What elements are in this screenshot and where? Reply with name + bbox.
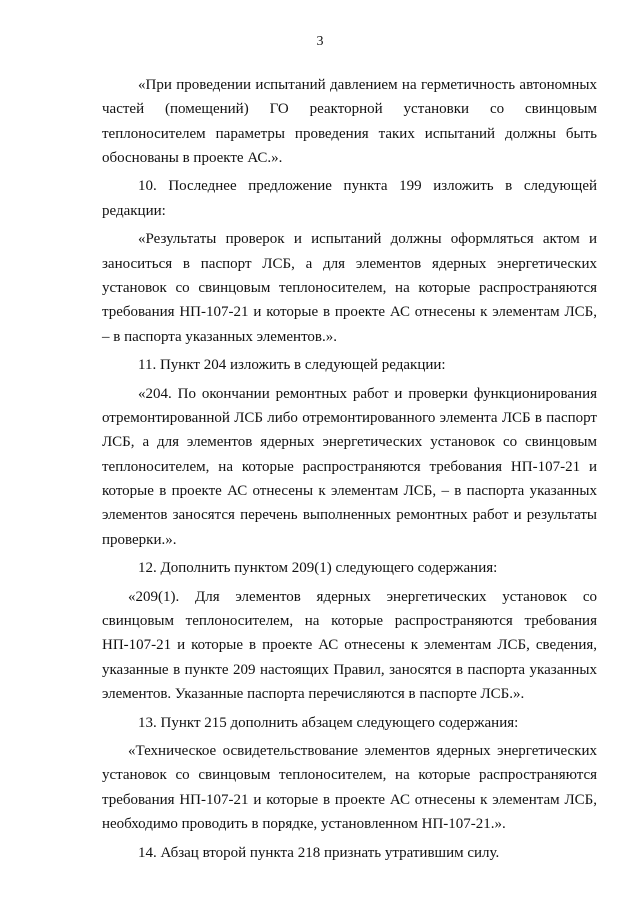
paragraph-item-11: 11. Пункт 204 изложить в следующей редакции:	[138, 357, 446, 374]
paragraph-item-10: 10. Последнее предложение пункта 199 изложить в следующей редакции:	[102, 178, 597, 219]
paragraph-quote-inspection: «Техническое освидетельствование элементов ядерных энергетических установок со свинцовым теплоносителем, на которые распространяются требования НП-107-21 и которые в проекте АС отнесены к элементам ЛСБ, необходимо проводить в порядке, установленном НП-107-21.».	[102, 743, 597, 832]
paragraph-item-12: 12. Дополнить пунктом 209(1) следующего содержания:	[138, 560, 498, 577]
page-number: 3	[316, 34, 324, 49]
paragraph-quote-209-1: «209(1). Для элементов ядерных энергетических установок со свинцовым теплоносителем, на которые распространяются требования НП-107-21 и которые в проекте АС отнесены к элементам ЛСБ, сведения, указанные в пункте 209 настоящих Правил, заносятся в паспорта указанных элементов. Указанные паспорта перечисляются в паспорте ЛСБ.».	[102, 588, 597, 702]
paragraph-item-14: 14. Абзац второй пункта 218 признать утратившим силу.	[138, 844, 500, 861]
paragraph-quote-204: «204. По окончании ремонтных работ и проверки функционирования отремонтированной ЛСБ либо отремонтированного элемента ЛСБ в паспорт ЛСБ, а для элементов ядерных энергетических установок со свинцовым теплоносителем, на которые распространяются требования НП-107-21 и которые в проекте АС отнесены к элементам ЛСБ, – в паспорта указанных элементов заносятся перечень выполненных ремонтных работ и результаты проверки.».	[102, 385, 597, 548]
document-body	[102, 73, 597, 865]
paragraph-quote-pressure-tests: «При проведении испытаний давлением на герметичность автономных частей (помещений) ГО реакторной установки со свинцовым теплоносителем параметры проведения таких испытаний должны быть обоснованы в проекте АС.».	[102, 77, 597, 166]
paragraph-item-13: 13. Пункт 215 дополнить абзацем следующего содержания:	[138, 714, 519, 731]
paragraph-quote-results: «Результаты проверок и испытаний должны оформляться актом и заноситься в паспорт ЛСБ, а для элементов ядерных энергетических установок со свинцовым теплоносителем, на которые распространяются требования НП-107-21 и которые в проекте АС отнесены к элементам ЛСБ, – в паспорта указанных элементов.».	[102, 231, 597, 345]
